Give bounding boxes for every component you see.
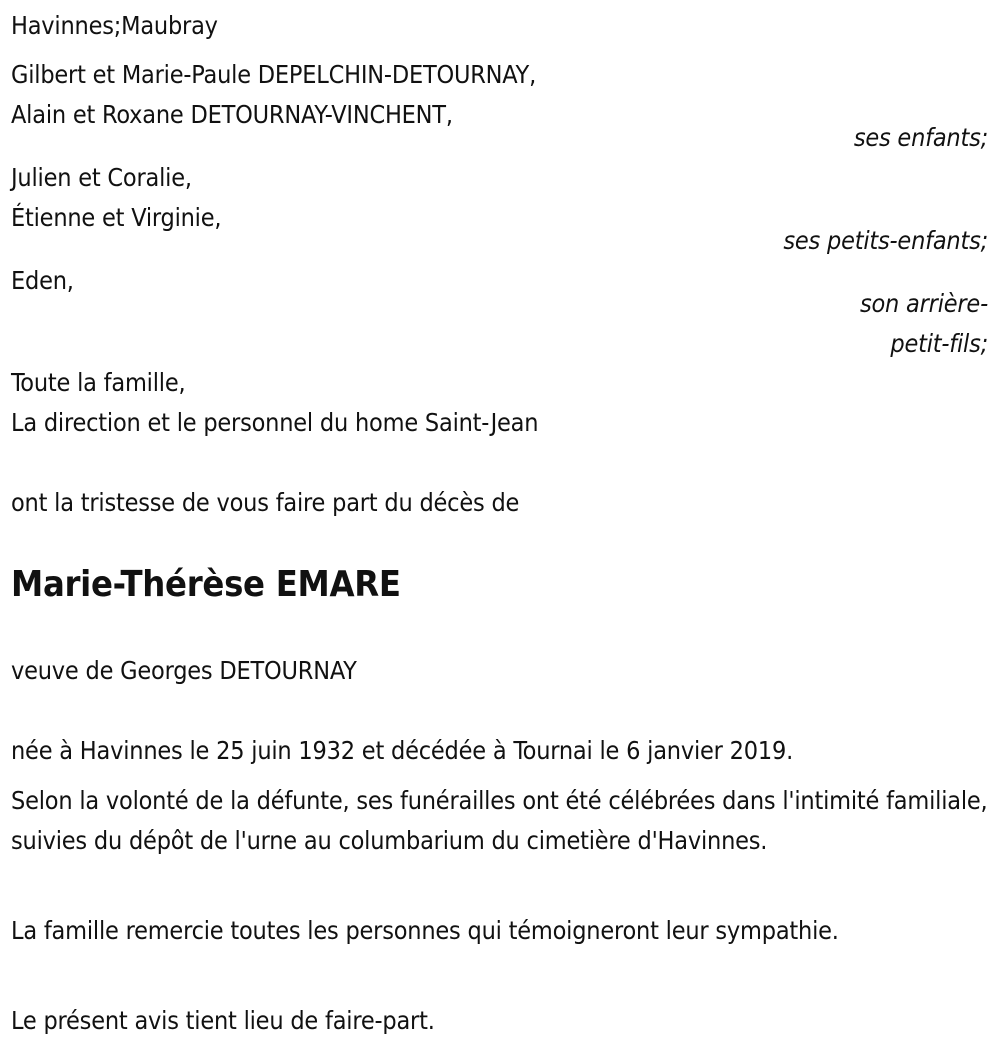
children-role: ses enfants; xyxy=(853,123,988,152)
deceased-name: Marie-Thérèse EMARE xyxy=(11,564,401,605)
others-line: Toute la famille, xyxy=(11,368,186,397)
birth-death-dates: née à Havinnes le 25 juin 1932 et décédée à Tournai le 6 janvier 2019. xyxy=(11,736,794,765)
location: Havinnes;Maubray xyxy=(11,11,218,40)
great-grandchild-line: Eden, xyxy=(11,266,74,295)
closing-line: Le présent avis tient lieu de faire-part. xyxy=(11,1006,435,1035)
announcement: ont la tristesse de vous faire part du décès de xyxy=(11,488,520,517)
grandchild-line: Julien et Coralie, xyxy=(11,163,192,192)
great-grandchildren-role-line2: petit-fils; xyxy=(890,329,988,358)
widow-of: veuve de Georges DETOURNAY xyxy=(11,656,357,685)
others-line: La direction et le personnel du home Saint-Jean xyxy=(11,408,539,437)
grandchildren-role: ses petits-enfants; xyxy=(783,226,988,255)
grandchild-line: Étienne et Virginie, xyxy=(11,203,222,232)
child-line: Gilbert et Marie-Paule DEPELCHIN-DETOURNAY, xyxy=(11,60,537,89)
child-line: Alain et Roxane DETOURNAY-VINCHENT, xyxy=(11,100,453,129)
funeral-info: Selon la volonté de la défunte, ses funérailles ont été célébrées dans l'intimité familiale, suivies du dépôt de l'urne au columbarium du cimetière d'Havinnes. xyxy=(11,786,988,855)
thanks-message: La famille remercie toutes les personnes qui témoigneront leur sympathie. xyxy=(11,916,839,945)
great-grandchildren-role-line1: son arrière- xyxy=(859,289,988,318)
